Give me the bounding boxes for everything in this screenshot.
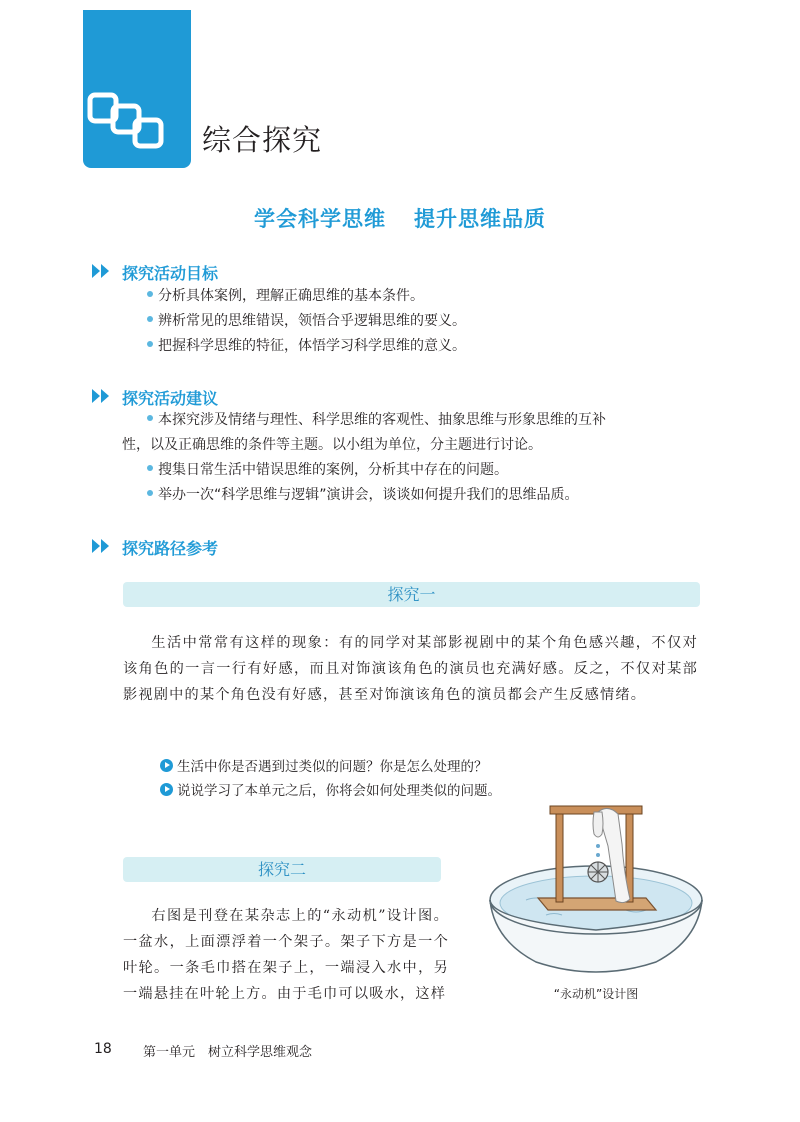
- suggestions-heading-text: 探究活动建议: [122, 389, 219, 408]
- list-item: 生活中你是否遇到过类似的问题？你是怎么处理的？: [160, 755, 501, 779]
- suggestion-item-1-line2: 性，以及正确思维的条件等主题。以小组为单位，分主题进行讨论。: [122, 437, 542, 453]
- suggestion-item-1-line1: 本探究涉及情绪与理性、科学思维的客观性、抽象思维与形象思维的互补: [147, 408, 606, 433]
- inquiry1-questions: [160, 755, 501, 803]
- figure-caption: “永动机”设计图: [553, 987, 639, 1001]
- play-bullet-icon: [160, 759, 173, 772]
- double-arrow-icon: [92, 538, 122, 557]
- play-bullet-icon: [160, 783, 173, 796]
- perpetual-motion-illustration: [486, 800, 706, 980]
- goals-heading-text: 探究活动目标: [122, 264, 219, 283]
- double-arrow-icon: [92, 388, 122, 407]
- inquiry2-banner: 探究二: [123, 857, 441, 882]
- path-heading-text: 探究路径参考: [122, 539, 219, 558]
- linked-squares-icon: [87, 92, 167, 156]
- section-title: 综合探究: [202, 123, 323, 157]
- list-item: 搜集日常生活中错误思维的案例，分析其中存在的问题。: [147, 458, 579, 483]
- footer-unit-title: 树立科学思维观念: [208, 1045, 313, 1060]
- main-title-part1: 学会科学思维: [254, 206, 386, 231]
- path-heading: [92, 536, 218, 559]
- suggestions-heading: [92, 386, 218, 409]
- main-title: [0, 203, 800, 233]
- main-title-part2: 提升思维品质: [414, 206, 546, 231]
- inquiry2-text: 右图是刊登在某杂志上的“永动机”设计图。一盆水，上面漂浮着一个架子。架子下方是一个叶轮。一条毛巾搭在架子上，一端浸入水中，另一端悬挂在叶轮上方。由于毛巾可以吸水，这样: [123, 908, 449, 1002]
- list-item: 辨析常见的思维错误，领悟合乎逻辑思维的要义。: [147, 309, 466, 334]
- bullet-dot-icon: [147, 341, 153, 347]
- suggestions-list: [147, 458, 579, 508]
- bullet-dot-icon: [147, 415, 153, 421]
- goals-heading: [92, 261, 218, 284]
- bullet-dot-icon: [147, 490, 153, 496]
- inquiry1-text: 生活中常常有这样的现象：有的同学对某部影视剧中的某个角色感兴趣，不仅对该角色的一言一行有好感，而且对饰演该角色的演员也充满好感。反之，不仅对某部影视剧中的某个角色没有好感，甚至对饰演该角色的演员都会产生反感情绪。: [123, 635, 698, 703]
- list-item: 举办一次“科学思维与逻辑”演讲会，谈谈如何提升我们的思维品质。: [147, 483, 579, 508]
- bullet-dot-icon: [147, 465, 153, 471]
- page-number: 18: [94, 1041, 112, 1057]
- bullet-dot-icon: [147, 316, 153, 322]
- inquiry1-banner: 探究一: [123, 582, 700, 607]
- list-item: 分析具体案例，理解正确思维的基本条件。: [147, 284, 466, 309]
- list-item: 说说学习了本单元之后，你将会如何处理类似的问题。: [160, 779, 501, 803]
- bullet-dot-icon: [147, 291, 153, 297]
- goals-list: [147, 284, 466, 359]
- list-item: 把握科学思维的特征，体悟学习科学思维的意义。: [147, 334, 466, 359]
- footer-unit: 第一单元: [143, 1045, 196, 1060]
- double-arrow-icon: [92, 263, 122, 282]
